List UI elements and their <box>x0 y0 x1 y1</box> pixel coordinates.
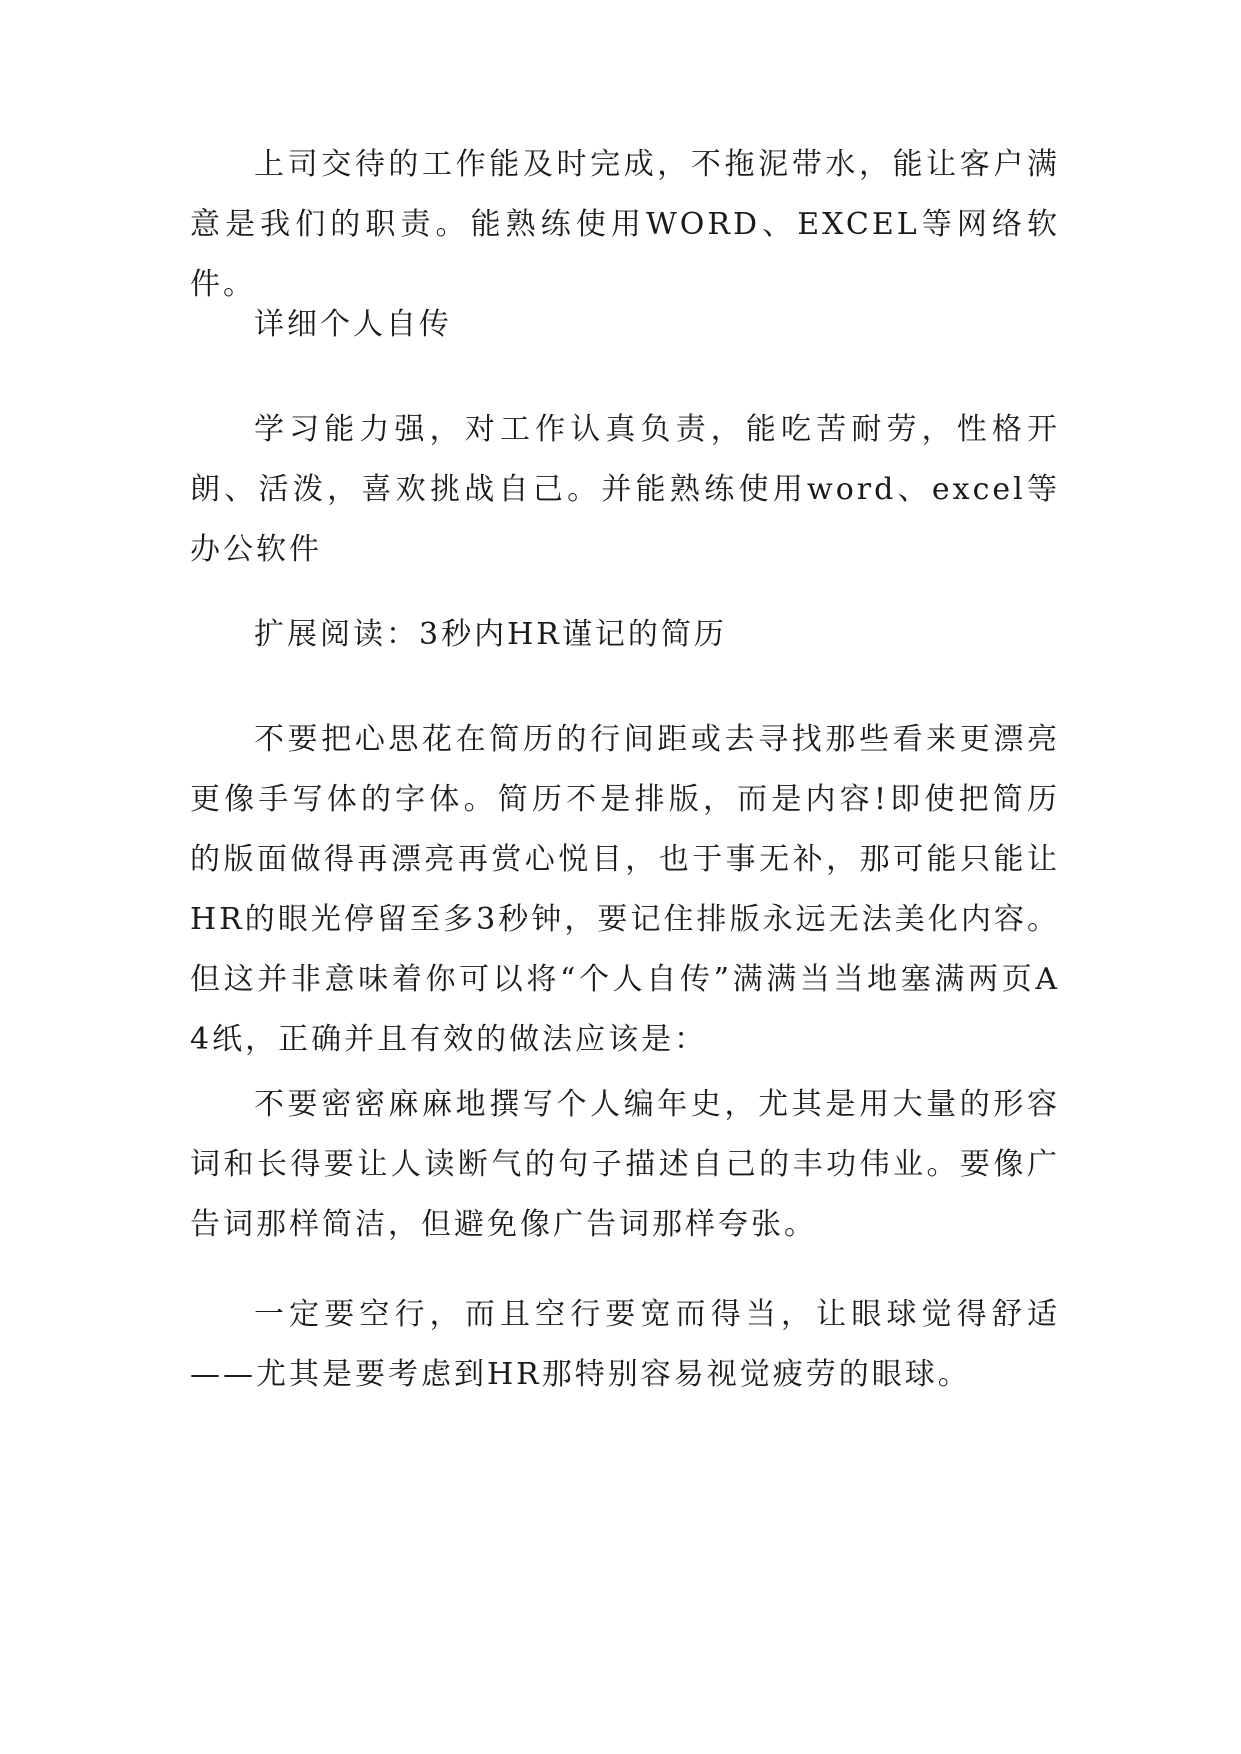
paragraph-work-attitude: 上司交待的工作能及时完成，不拖泥带水，能让客户满意是我们的职责。能熟练使用WORD、EXCEL等网络软件。 <box>190 147 1060 302</box>
document-page <box>190 0 1060 1754</box>
paragraph-concise-writing-advice: 不要密密麻麻地撰写个人编年史，尤其是用大量的形容词和长得要让人读断气的句子描述自己的丰功伟业。要像广告词那样简洁，但避免像广告词那样夸张。 <box>190 1087 1060 1242</box>
paragraph-resume-content-advice: 不要把心思花在简历的行间距或去寻找那些看来更漂亮更像手写体的字体。简历不是排版，而是内容!即使把简历的版面做得再漂亮再赏心悦目，也于事无补，那可能只能让HR的眼光停留至多3秒钟，要记住排版永远无法美化内容。但这并非意味着你可以将“个人自传”满满当当地塞满两页A4纸，正确并且有效的做法应该是： <box>190 722 1060 1057</box>
heading-extended-reading: 扩展阅读：3秒内HR谨记的简历 <box>254 617 727 652</box>
paragraph-spacing-advice: 一定要空行，而且空行要宽而得当，让眼球觉得舒适——尤其是要考虑到HR那特别容易视觉疲劳的眼球。 <box>190 1297 1060 1392</box>
heading-personal-autobiography: 详细个人自传 <box>254 307 452 342</box>
paragraph-self-description: 学习能力强，对工作认真负责，能吃苦耐劳，性格开朗、活泼，喜欢挑战自己。并能熟练使用word、excel等办公软件 <box>190 412 1060 567</box>
